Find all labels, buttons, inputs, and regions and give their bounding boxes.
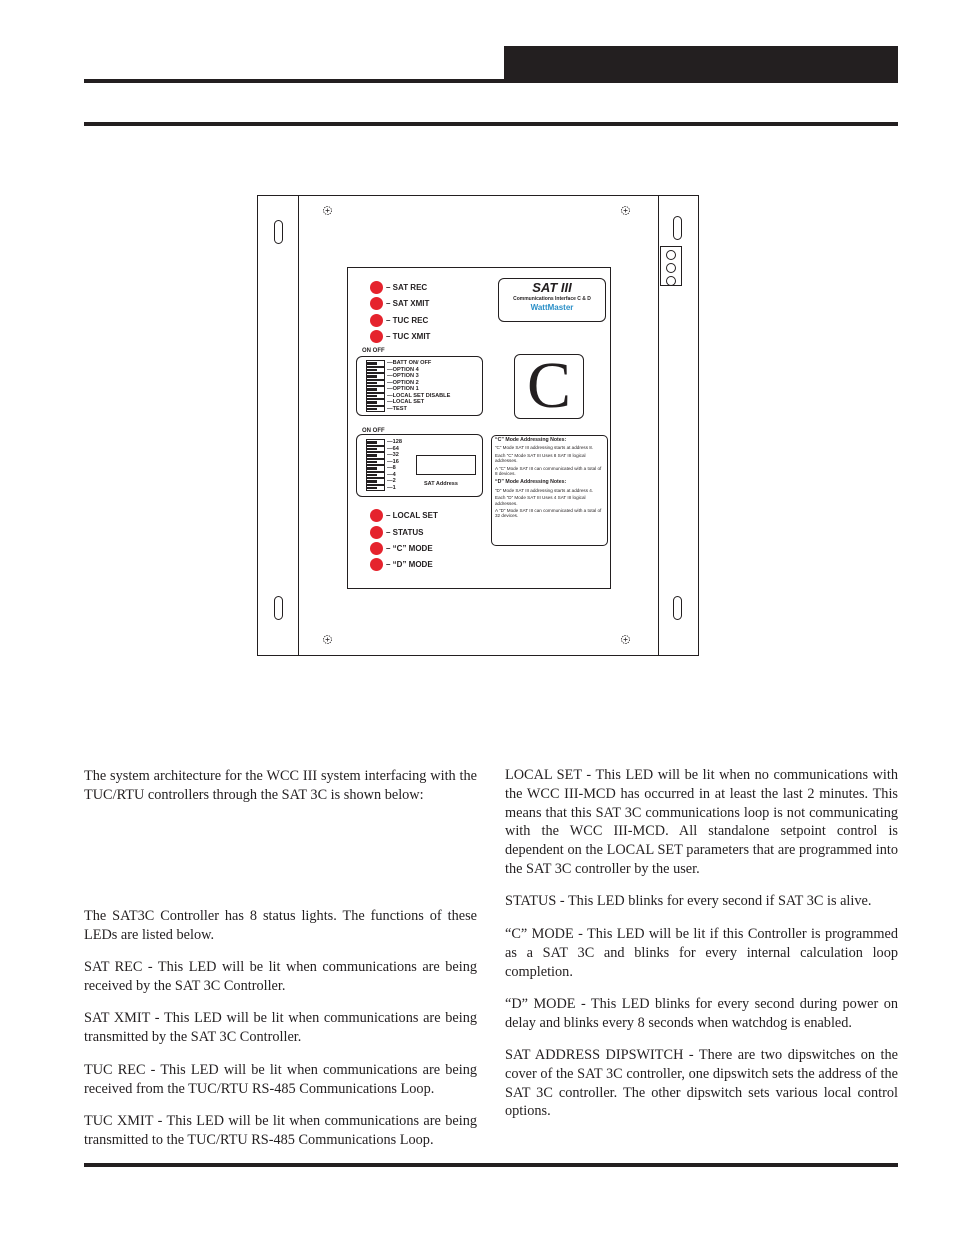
option-dipswitch-labels: — BATT ON/ OFF — OPTION 4 — OPTION 3 — OPTION 2 — OPTION 1 — LOCAL SET DISABLE — LOCAL SET — TEST <box>387 360 450 412</box>
address-dipswitch-labels: — 128 — 64 — 32 — 16 — 8 — 4 — 2 — 1 <box>387 439 402 491</box>
mounting-slot <box>673 596 682 620</box>
d-mode-paragraph: “D” MODE - This LED blinks for every second during power on delay and blinks every 8 seconds when watchdog is enabled. <box>505 996 898 1031</box>
header-black-box <box>504 46 898 80</box>
footer-rule <box>84 1163 898 1167</box>
mounting-slot <box>274 596 283 620</box>
led-status: – STATUS <box>370 526 423 539</box>
led-tuc-xmit: – TUC XMIT <box>370 330 430 343</box>
tuc-rec-paragraph: TUC REC - This LED will be lit when communications are being received from the TUC/RTU RS-485 Communications Loop. <box>84 1062 477 1097</box>
led-indicator-icon <box>370 509 383 522</box>
address-dipswitch <box>366 439 385 491</box>
status-lights-paragraph: The SAT3C Controller has 8 status lights. The functions of these LEDs are listed below. <box>84 908 477 943</box>
front-panel <box>347 267 611 589</box>
screw-icon <box>620 205 631 216</box>
led-indicator-icon <box>370 526 383 539</box>
led-indicator-icon <box>370 281 383 294</box>
dip2-onoff-label: ON OFF <box>362 428 385 434</box>
screw-icon <box>322 634 333 645</box>
status-paragraph: STATUS - This LED blinks for every second if SAT 3C is alive. <box>505 893 872 909</box>
led-tuc-rec: – TUC REC <box>370 314 428 327</box>
led-local-set: – LOCAL SET <box>370 509 438 522</box>
addressing-notes: “C” Mode Addressing Notes: “C” Mode SAT III addressing starts at address 8. Each “C” Mode SAT III Uses 8 SAT III logical addresses. A “C” Mode SAT III can communicated with a total of 8 devices. “D” Mode Addressing Notes: “D” Mode SAT III addressing starts at address 4. Each “D” Mode SAT III Uses 4 SAT III logical addresses. A “D” Mode SAT III can communicated with a total of 32 devices. <box>491 435 608 546</box>
dip1-onoff-label: ON OFF <box>362 348 385 354</box>
sat-address-label: SAT Address <box>424 481 458 487</box>
led-sat-rec: – SAT REC <box>370 281 427 294</box>
c-mode-paragraph: “C” MODE - This LED will be lit if this Controller is programmed as a SAT 3C and blinks for every internal calculation loop completion. <box>505 926 898 980</box>
led-c-mode: – “C” MODE <box>370 542 433 555</box>
dipswitch-paragraph: SAT ADDRESS DIPSWITCH - There are two dipswitches on the cover of the SAT 3C controller, one dipswitch sets the address of the SAT 3C controller. The other dipswitch sets various local control options. <box>505 1047 898 1120</box>
led-d-mode: – “D” MODE <box>370 558 433 571</box>
led-indicator-icon <box>370 330 383 343</box>
sat-address-display <box>416 455 476 475</box>
header-rule-bottom <box>84 122 898 126</box>
local-set-paragraph: LOCAL SET - This LED will be lit when no communications with the WCC III-MCD has occurred in at least the last 2 minutes. This means that this SAT 3C communications loop is not communicating with the WCC III-MCD. All standalone setpoint control is dependent on the LOCAL SET parameters that are programmed into the SAT 3C controller by the user. <box>505 767 898 877</box>
mounting-slot <box>673 216 682 240</box>
terminal-block <box>660 246 682 286</box>
sat-xmit-paragraph: SAT XMIT - This LED will be lit when communications are being transmitted by the SAT 3C Controller. <box>84 1010 477 1045</box>
sat3c-device-drawing <box>257 195 699 656</box>
led-sat-xmit: – SAT XMIT <box>370 297 429 310</box>
screw-icon <box>620 634 631 645</box>
sat-iii-logo: SAT III Communications Interface C & D WattMaster <box>498 278 606 322</box>
led-indicator-icon <box>370 314 383 327</box>
led-indicator-icon <box>370 558 383 571</box>
mounting-slot <box>274 220 283 244</box>
mode-letter-box: C <box>514 354 584 419</box>
screw-icon <box>322 205 333 216</box>
option-dipswitch <box>366 360 385 412</box>
right-flange-line <box>658 196 659 655</box>
header-rule-top <box>84 79 898 83</box>
architecture-paragraph: The system architecture for the WCC III system interfacing with the TUC/RTU controllers through the SAT 3C is shown below: <box>84 768 477 803</box>
sat-rec-paragraph: SAT REC - This LED will be lit when communications are being received by the SAT 3C Controller. <box>84 959 477 994</box>
left-flange-line <box>298 196 299 655</box>
led-indicator-icon <box>370 297 383 310</box>
tuc-xmit-paragraph: TUC XMIT - This LED will be lit when communications are being transmitted to the TUC/RTU RS-485 Communications Loop. <box>84 1113 477 1148</box>
led-indicator-icon <box>370 542 383 555</box>
